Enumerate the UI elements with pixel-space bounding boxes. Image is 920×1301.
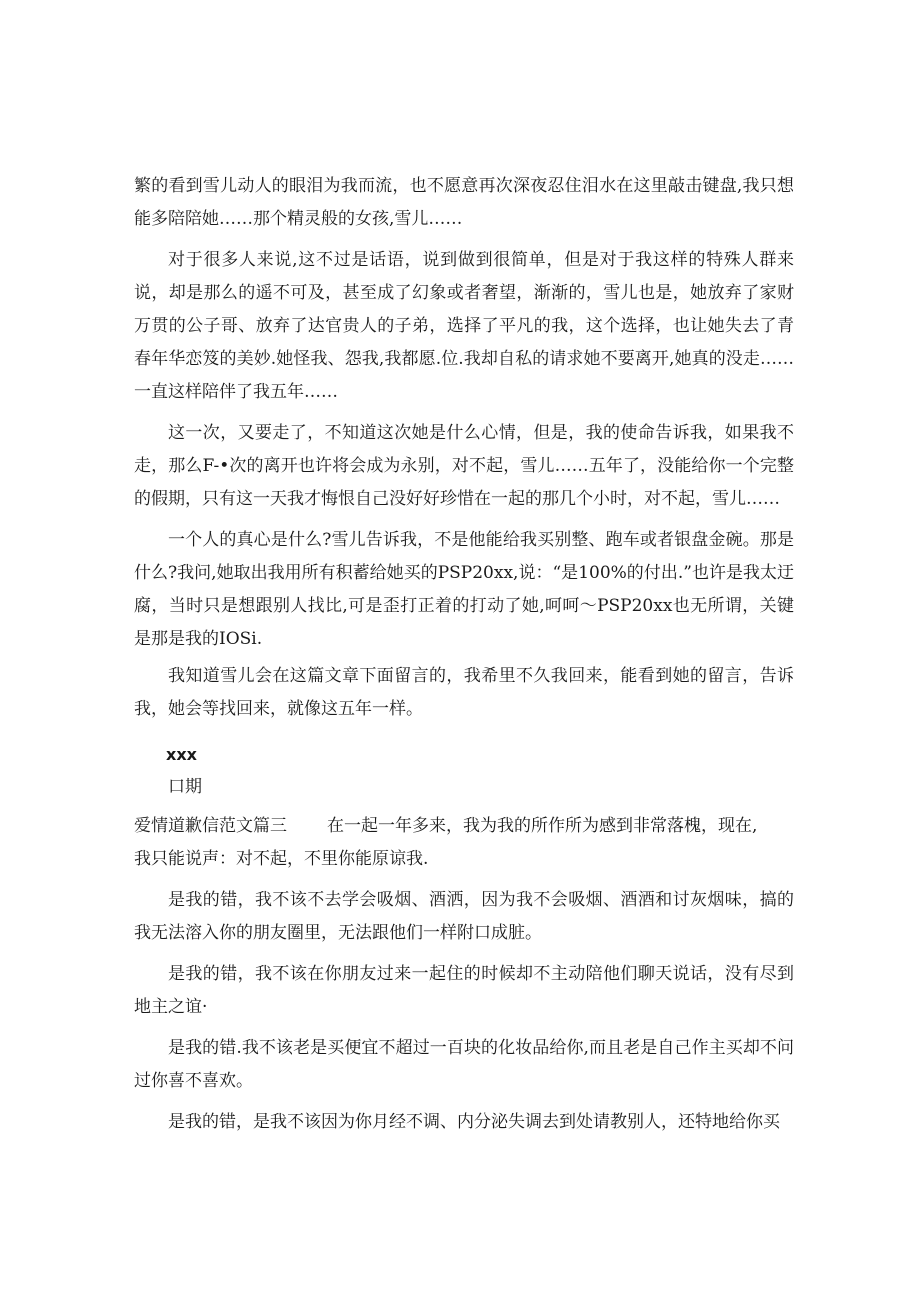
paragraph: 对于很多人来说,这不过是话语，说到做到很简单，但是对于我这样的特殊人群来说，却是那么的遥不可及，甚至成了幻象或者奢望，渐渐的，雪儿也是，她放弃了家财万贯的公子哥、放弃了达官贵人的子弟，选择了平凡的我，这个选择，也让她失去了青春年华恋笈的美妙.她怪我、怨我,我都愿.位.我却自私的请求她不要离开,她真的没走……一直这样陪伴了我五年……	[134, 250, 794, 402]
apology-paragraph: 是我的错，是我不该因为你月经不调、内分泌失调去到处请教别人，还特地给你买	[168, 1112, 780, 1132]
paragraph-continuation: 繁的看到雪儿动人的眼泪为我而流，也不愿意再次深夜忍住泪水在这里敲击键盘,我只想能多陪陪她……那个精灵般的女孩,雪儿……	[134, 176, 794, 229]
paragraph: 我知道雪儿会在这篇文章下面留言的，我希里不久我回来，能看到她的留言，告诉我，她会等找回来，就像这五年一样。	[134, 666, 794, 719]
apology-paragraph: 是我的错.我不该老是买便宜不超过一百块的化妆品给你,而且老是自己作主买却不问过你喜不喜欢。	[134, 1038, 794, 1091]
apology-paragraph: 是我的错，我不该不去学会吸烟、酒洒，因为我不会吸烟、酒酒和讨灰烟味，搞的我无法溶入你的朋友圈里，无法跟他们一样附口成脏。	[134, 890, 794, 943]
paragraph: 这一次，又要走了，不知道这次她是什么心情，但是，我的使命告诉我，如果我不走，那么F-•次的离开也许将会成为永别，对不起，雪儿……五年了，没能给你一个完整的假期，只有这一天我才悔恨自己没好好珍惜在一起的那几个小时，对不起，雪儿……	[134, 423, 794, 509]
section-intro-line1: 在一起一年多来，我为我的所作所为感到非常落槐，现在,	[327, 816, 758, 836]
apology-paragraph: 是我的错，我不该在你朋友过来一起住的时候却不主动陪他们聊天说话，没有尽到地主之谊·	[134, 964, 794, 1017]
paragraph: 一个人的真心是什么?雪儿告诉我，不是他能给我买别整、跑车或者银盘金碗。那是什么?我问,她取出我用所有积蓄给她买的PSP20xx,说：“是100%的付出.”也许是我太迂腐，当时只是想跟别人找比,可是歪打正着的打动了她,呵呵～PSP20xx也无所谓，关键是那是我的IOSi.	[134, 530, 794, 649]
section-heading	[134, 810, 794, 843]
section-intro-line2: 我只能说声：对不起，不里你能原谅我.	[134, 849, 429, 869]
document-body	[134, 170, 794, 1147]
signature-date: 口期	[168, 777, 202, 797]
section-title: 爱情道歉信范文篇三	[134, 816, 287, 836]
signature-name: xxx	[166, 745, 197, 764]
